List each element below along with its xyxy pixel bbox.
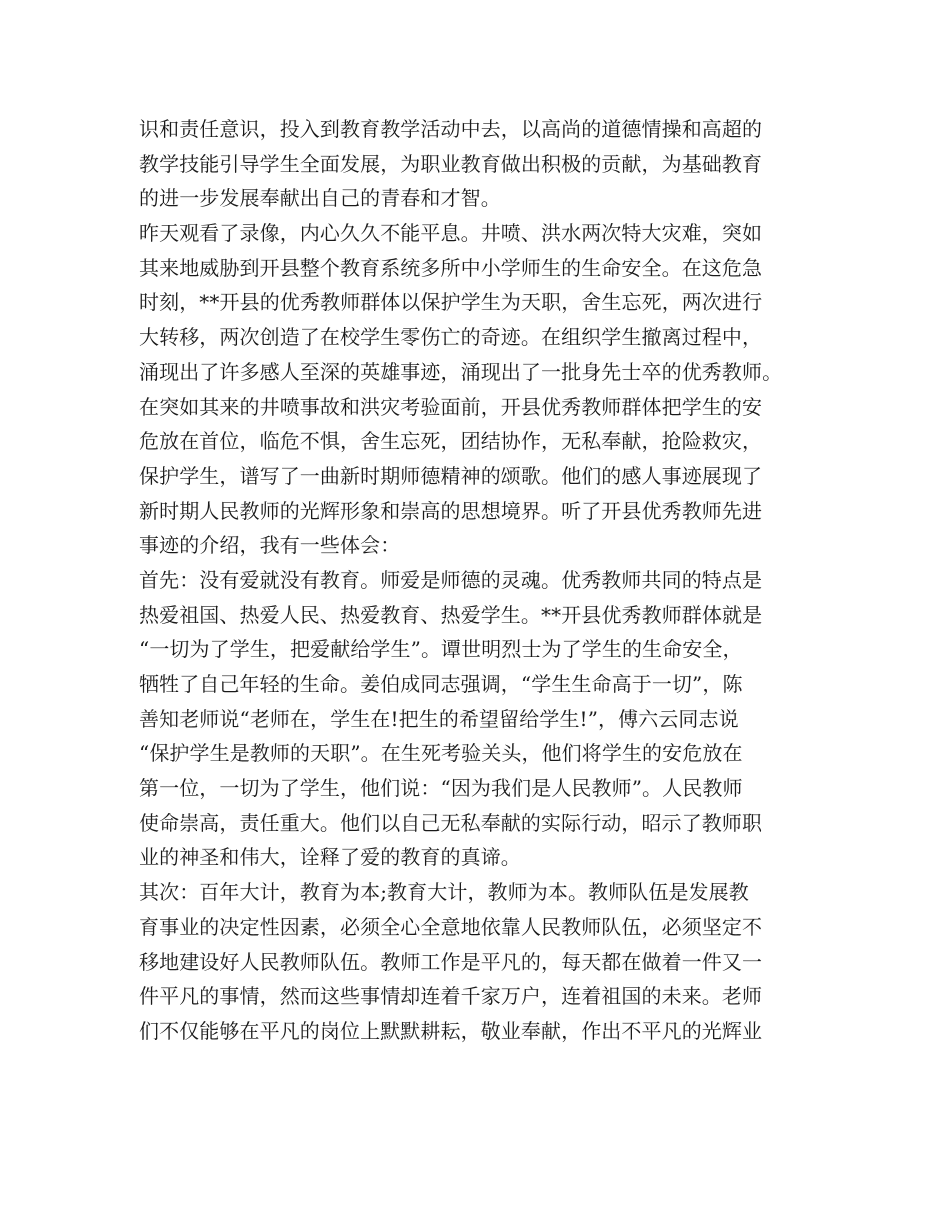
text-line: 事迹的介绍，我有一些体会： xyxy=(139,533,401,558)
text-line: 首先：没有爱就没有教育。师爱是师德的灵魂。优秀教师共同的特点是 xyxy=(139,567,763,592)
text-line: 育事业的决定性因素，必须全心全意地依靠人民教师队伍，必须坚定不 xyxy=(139,914,763,939)
text-line: 使命崇高，责任重大。他们以自己无私奉献的实际行动，昭示了教师职 xyxy=(139,810,763,835)
text-line: 涌现出了许多感人至深的英雄事迹，涌现出了一批身先士卒的优秀教师。 xyxy=(139,359,783,384)
text-line: 时刻，**开县的优秀教师群体以保护学生为天职，舍生忘死，两次进行 xyxy=(139,290,763,315)
text-line: “保护学生是教师的天职”。在生死考验关头，他们将学生的安危放在 xyxy=(139,741,743,766)
text-line: “一切为了学生，把爱献给学生”。谭世明烈士为了学生的生命安全， xyxy=(139,637,743,662)
text-line: 保护学生，谱写了一曲新时期师德精神的颂歌。他们的感人事迹展现了 xyxy=(139,463,763,488)
text-line: 其来地威胁到开县整个教育系统多所中小学师生的生命安全。在这危急 xyxy=(139,255,763,280)
text-line: 第一位，一切为了学生，他们说：“因为我们是人民教师”。人民教师 xyxy=(139,776,743,801)
text-line: 业的神圣和伟大，诠释了爱的教育的真谛。 xyxy=(139,845,521,870)
text-line: 大转移，两次创造了在校学生零伤亡的奇迹。在组织学生撤离过程中， xyxy=(139,325,763,350)
text-line: 善知老师说“老师在，学生在!把生的希望留给学生!”，傅六云同志说 xyxy=(139,706,739,731)
text-line: 新时期人民教师的光辉形象和崇高的思想境界。听了开县优秀教师先进 xyxy=(139,498,763,523)
text-line: 移地建设好人民教师队伍。教师工作是平凡的，每天都在做着一件又一 xyxy=(139,949,763,974)
text-line: 的进一步发展奉献出自己的青春和才智。 xyxy=(139,186,501,211)
text-line: 件平凡的事情，然而这些事情却连着千家万户，连着祖国的未来。老师 xyxy=(139,984,763,1009)
text-line: 危放在首位，临危不惧，舍生忘死，团结协作，无私奉献，抢险救灾， xyxy=(139,429,763,454)
text-line: 教学技能引导学生全面发展，为职业教育做出积极的贡献，为基础教育 xyxy=(139,151,763,176)
text-line: 昨天观看了录像，内心久久不能平息。井喷、洪水两次特大灾难，突如 xyxy=(139,221,763,246)
text-line: 们不仅能够在平凡的岗位上默默耕耘，敬业奉献，作出不平凡的光辉业 xyxy=(139,1018,763,1043)
text-line: 在突如其来的井喷事故和洪灾考验面前，开县优秀教师群体把学生的安 xyxy=(139,394,763,419)
body-text xyxy=(139,112,829,1049)
text-line: 牺牲了自己年轻的生命。姜伯成同志强调，“学生生命高于一切”，陈 xyxy=(139,672,743,696)
text-line: 热爱祖国、热爱人民、热爱教育、热爱学生。**开县优秀教师群体就是 xyxy=(139,602,763,627)
text-line: 其次：百年大计，教育为本;教育大计，教师为本。教师队伍是发展教 xyxy=(139,880,749,905)
text-line: 识和责任意识，投入到教育教学活动中去，以高尚的道德情操和高超的 xyxy=(139,117,763,141)
